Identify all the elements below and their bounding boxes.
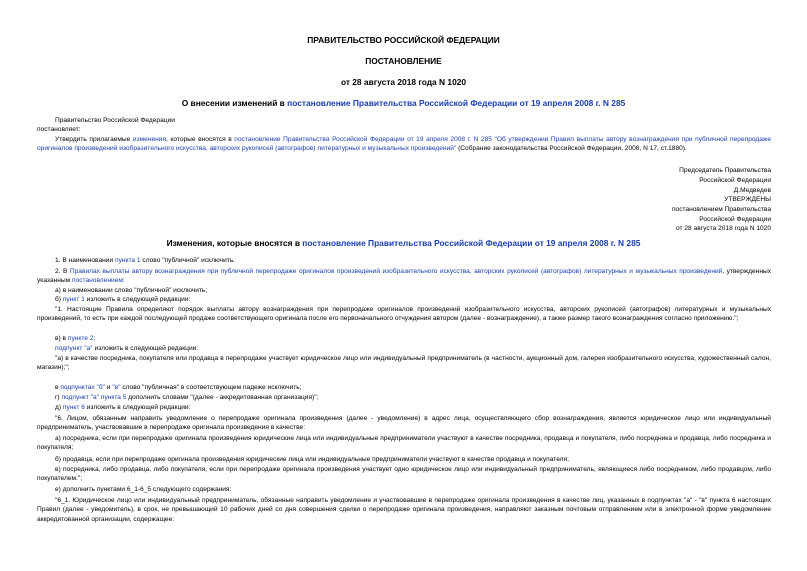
item-d-text-1: д) xyxy=(55,404,63,411)
item-b-link[interactable]: пункт 1 xyxy=(62,296,85,303)
changes-title-link[interactable]: постановление Правительства Российской Федерации от 19 апреля 2008 г. N 285 xyxy=(302,238,641,248)
item-2-text-3: : xyxy=(122,277,125,285)
subitem-a-link[interactable]: подпункт "а" xyxy=(55,345,93,352)
intro-paragraph xyxy=(37,135,771,154)
subitems-b-v-text-2: и xyxy=(104,384,113,391)
intro-text-2: , которые вносятся в xyxy=(166,136,235,143)
subitem-v-link[interactable]: "в" xyxy=(112,384,121,391)
item-v-text-1: в) в xyxy=(55,335,68,342)
intro-text-3: (Собрание законодательства Российской Федерации, 2008, N 17, ст.1880). xyxy=(456,145,687,153)
changes-title-prefix: Изменения, которые вносятся в xyxy=(166,238,303,248)
quote-point-6-1: "6_1. Юридическое лицо или индивидуальный предприниматель, обязанные направить уведомление и участвовавшие в перепродаже оригинала произведения в качестве лиц, указанных в подпунктах "а" - "в" пункта 6 настоящих Правил (далее - уведомитель), в срок, не превышающий 10 рабочих дней со дня совершения сделки о перепродаже оригинала произведения, направляют заказным почтовым отправлением или в электронной форме уведомление аккредитованной организации, содержащее: xyxy=(37,497,771,523)
decree-link[interactable]: постановлением xyxy=(72,277,123,285)
document-subject xyxy=(0,98,807,108)
item-2-text-1: 2. В xyxy=(55,268,70,275)
signature-name: Д.Медведев xyxy=(733,187,771,194)
subitems-b-v-text-3: слово "публичная" в соответствующем падеже исключить; xyxy=(120,384,302,391)
item-d xyxy=(55,404,190,413)
intro-text-1: Утвердить прилагаемые xyxy=(55,136,133,143)
item-v-link[interactable]: пункте 2 xyxy=(67,335,94,342)
item-g-text-2: дополнить словами "(далее - аккредитованная организация)"; xyxy=(126,394,319,401)
quote-point-6-a: а) посредника, если при перепродаже оригинала произведения юридические лица или индивидуальные предприниматели участвуют в качестве посредника, продавца и покупателя, либо посредника и продавца, либо посредника и покупателя; xyxy=(37,435,771,452)
rules-link[interactable]: Правилах выплаты автору вознаграждения при публичной перепродаже оригиналов произведений изобразительного искусства, авторских рукописей (автографов) литературных и музыкальных произведений xyxy=(69,268,723,275)
changes-link[interactable]: изменения xyxy=(132,136,167,143)
item-g-text-1: г) xyxy=(55,394,62,401)
changes-title xyxy=(0,238,807,248)
signature-line-1: Председатель Правительства xyxy=(679,167,771,174)
org-heading: ПРАВИТЕЛЬСТВО РОССИЙСКОЙ ФЕДЕРАЦИИ xyxy=(307,35,500,45)
quote-point-6: "6. Лицом, обязанным направить уведомление о перепродаже оригинала произведения (далее - уведомление) в адрес лица, осуществляющего сбор вознаграждения, является юридическое лицо или индивидуальный предприниматель, участвовавшие в перепродаже оригинала произведения в качестве: xyxy=(37,415,771,432)
subitem-b-link[interactable]: подпунктах "б" xyxy=(60,384,105,391)
item-d-link[interactable]: пункт 6 xyxy=(62,404,85,411)
document-date-number: от 28 августа 2018 года N 1020 xyxy=(340,77,467,87)
subitem-a xyxy=(55,345,198,354)
item-2-text-2: , утвержденных указанным xyxy=(37,268,771,285)
item-b xyxy=(55,296,190,305)
quote-subitem-a: "а) в качестве посредника, покупателя или продавца в перепродаже участвует юридическое лицо или индивидуальный предприниматель (в частности, аукционный дом, галерея изобразительного искусства, художественный салон, магазин);"; xyxy=(37,355,771,372)
subject-prefix: О внесении изменений в xyxy=(181,98,288,108)
item-d-text-2: изложить в следующей редакции: xyxy=(84,404,191,411)
item-v-text-2: : xyxy=(93,335,96,342)
item-1-text-1: 1. В наименовании xyxy=(55,257,115,264)
intro-line-2: постановляет: xyxy=(37,126,81,133)
quote-point-6-b: б) продавца, если при перепродаже оригинала произведения юридические лица или индивидуальные предприниматели участвуют в качестве продавца и покупателя; xyxy=(55,456,569,463)
signature-line-2: Российской Федерации xyxy=(699,177,771,184)
item-e: е) дополнить пунктами 6_1-6_5 следующего содержания: xyxy=(55,486,232,493)
item-1-text-2: слово "публичной" исключить. xyxy=(140,257,236,264)
approved-line-2: постановлением Правительства xyxy=(671,206,771,213)
subject-link[interactable]: постановление Правительства Российской Федерации от 19 апреля 2008 г. N 285 xyxy=(287,98,626,108)
quote-point-6-v: в) посредника, либо продавца, либо покупателя, если при перепродаже оригинала произведения участвует одно юридическое лицо или индивидуальный предприниматель, являющиеся либо посредником, либо продавцом, либо покупателем."; xyxy=(37,466,771,483)
quote-point-1: "1. Настоящие Правила определяют порядок выплаты автору вознаграждения при перепродаже оригиналов произведений изобразительного искусства, авторских рукописей (автографов) литературных и музыкальных произведений, то есть при каждой последующей продаже соответствующего оригинала после его первоначального отчуждения автором (далее - вознаграждение), а также размер такого вознаграждения согласно приложению."; xyxy=(37,306,771,323)
subitems-b-v xyxy=(55,384,302,393)
approved-line-3: Российской Федерации xyxy=(699,216,771,223)
subitems-b-v-text-1: в xyxy=(55,384,61,391)
item-g xyxy=(55,394,318,403)
document-kind: ПОСТАНОВЛЕНИЕ xyxy=(365,56,442,66)
item-1 xyxy=(55,257,235,266)
item-b-text-2: изложить в следующей редакции: xyxy=(84,296,191,303)
intro-line-1: Правительство Российской Федерации xyxy=(55,117,175,124)
decree-285-link[interactable]: постановление Правительства Российской Федерации от 19 апреля 2008 г. N 285 "Об утверждении Правил выплаты автору вознаграждения при публичной перепродаже оригиналов произведений изобразительного искусства, авторских рукописей (автографов) литературных и музыкальных произведений" xyxy=(37,136,771,153)
item-2 xyxy=(37,267,771,286)
approved-label: УТВЕРЖДЕНЫ xyxy=(724,196,771,203)
item-a: а) в наименовании слово "публичной" исключить; xyxy=(55,287,208,294)
item-v xyxy=(55,335,95,344)
approved-date: от 28 августа 2018 года N 1020 xyxy=(676,225,771,232)
subitem-a-text: изложить в следующей редакции: xyxy=(92,345,199,352)
item-1-link[interactable]: пункта 1 xyxy=(115,257,141,264)
item-b-text-1: б) xyxy=(55,296,63,303)
item-g-link[interactable]: подпункт "а" пункта 5 xyxy=(61,394,127,401)
